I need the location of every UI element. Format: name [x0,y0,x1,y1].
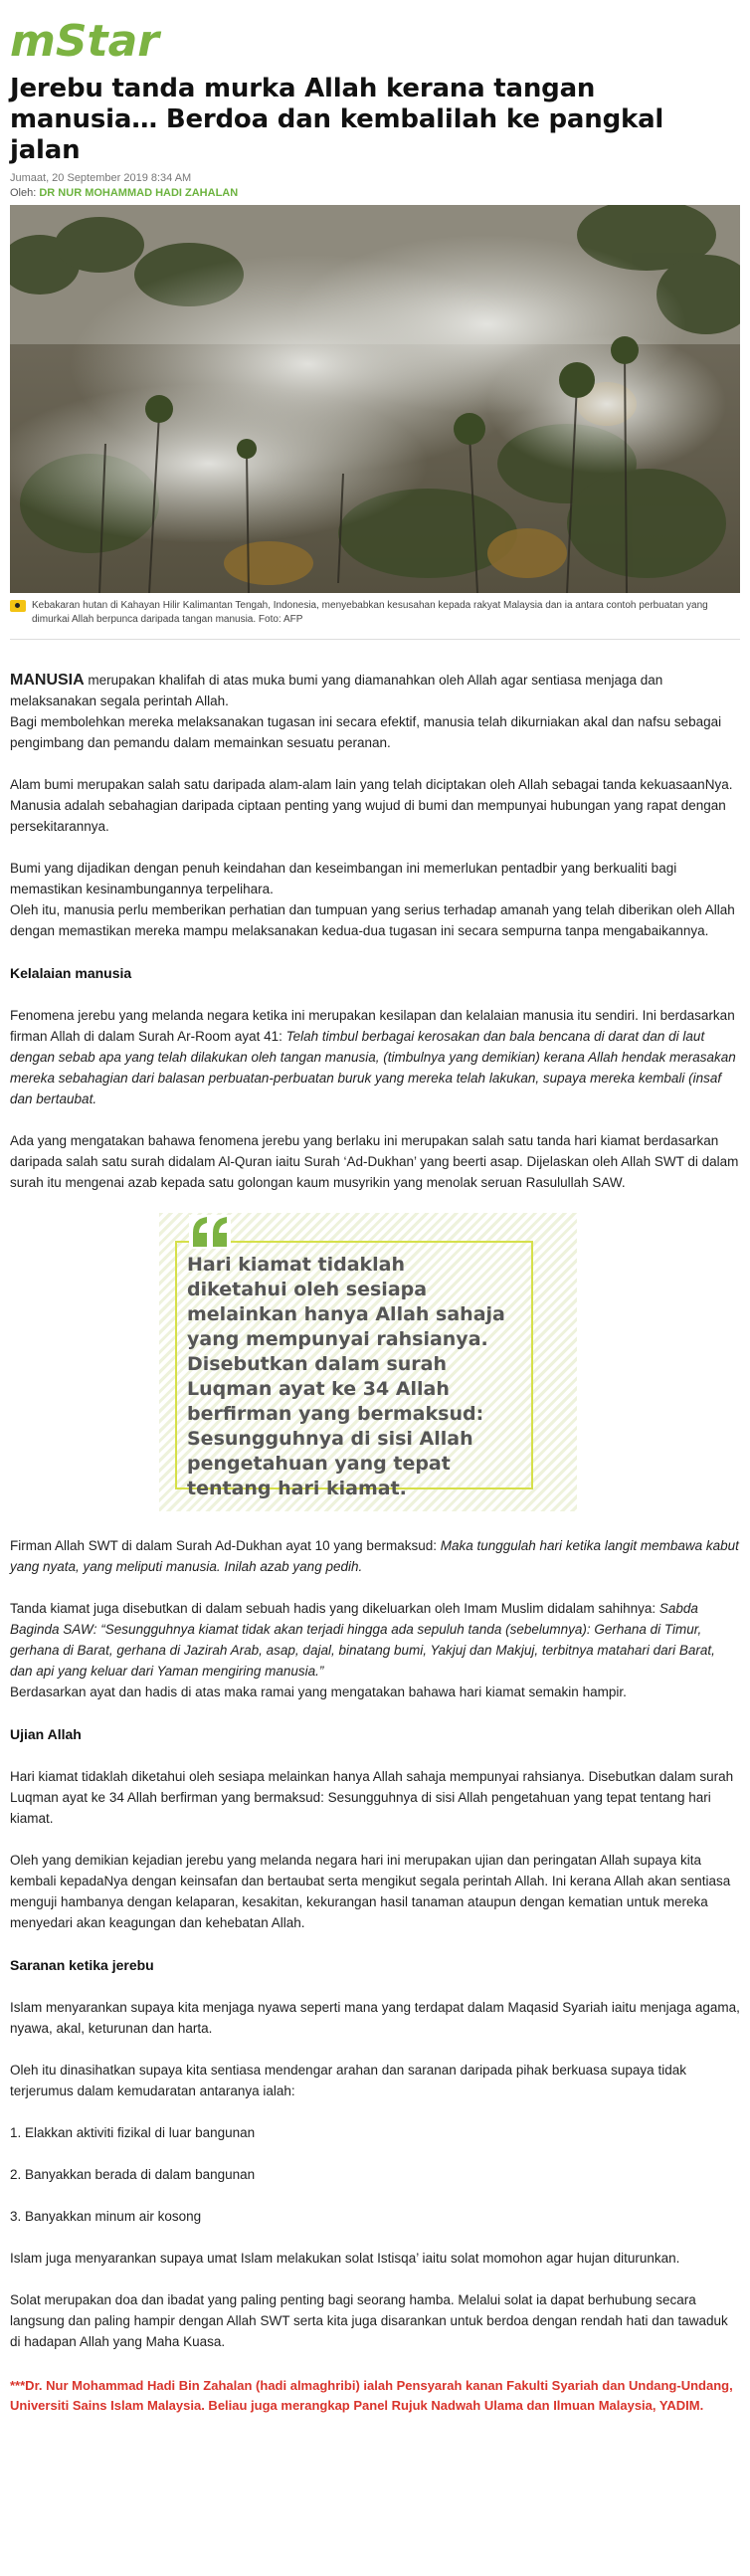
article-byline [10,187,740,199]
paragraph [10,670,740,711]
paragraph: Hari kiamat tidaklah diketahui oleh sesiapa melainkan hanya Allah sahaja mempunyai rahsianya. Disebutkan dalam surah Luqman ayat ke 34 Allah berfirman yang bermaksud: Sesungguhnya di sisi Allah pengetahuan yang tepat tentang hari kiamat. [10,1769,734,1826]
paragraph-text: Tanda kiamat juga disebutkan di dalam sebuah hadis yang dikeluarkan oleh Imam Muslim didalam sahihnya: [10,1601,659,1616]
paragraph [10,1535,740,1577]
hadith-quote: Sabda Baginda SAW: “Sesungguhnya kiamat tidak akan terjadi hingga ada sepuluh tanda (sebelumnya): Gerhana di Timur, gerhana di Barat, gerhana di Jazirah Arab, asap, dajal, binatang bumi, Yakjuj dan Makjuj, terbitnya matahari dari Barat, dan api yang keluar dari Yaman mengiring manusia.” [10,1601,715,1679]
article-title: Jerebu tanda murka Allah kerana tangan manusia… Berdoa dan kembalilah ke pangkal jalan [10,74,664,165]
pull-quote-text: Hari kiamat tidaklah diketahui oleh sesiapa melainkan hanya Allah sahaja yang mempunyai rahsianya. Disebutkan dalam surah Luqman ayat ke 34 Allah berfirman yang bermaksud: Sesungguhnya di sisi Allah pengetahuan yang tepat tentang hari kiamat. [187,1254,505,1499]
subheading-ujian: Ujian Allah [10,1726,82,1742]
article-date: Jumaat, 20 September 2019 8:34 AM [10,172,192,184]
paragraph [10,1005,740,1109]
paragraph-text: merupakan khalifah di atas muka bumi yang diamanahkan oleh Allah agar sentiasa menjaga dan melaksanakan segala perintah Allah. [10,673,663,708]
paragraph: Solat merupakan doa dan ibadat yang paling penting bagi seorang hamba. Melalui solat ia dapat berhubung secara langsung dan paling hampir dengan Allah SWT serta kita juga disarankan untuk berdoa dengan rendah hati dan tawaduk di hadapan Allah yang Maha Kuasa. [10,2292,728,2349]
camera-icon [10,600,26,612]
paragraph: Berdasarkan ayat dan hadis di atas maka ramai yang mengatakan bahawa hari kiamat semakin hampir. [10,1684,627,1699]
forest-fire-photo [10,205,740,593]
paragraph: Alam bumi merupakan salah satu daripada alam-alam lain yang telah diciptakan oleh Allah sebagai tanda kekuasaanNya. [10,777,733,792]
pull-quote [159,1213,577,1511]
list-item: 3. Banyakkan minum air kosong [10,2209,202,2224]
paragraph-text: Firman Allah SWT di dalam Surah Ad-Dukhan ayat 10 yang bermaksud: [10,1538,441,1553]
quran-quote: Maka tunggulah hari ketika langit membawa kabut yang nyata, yang meliputi manusia. Inilah azab yang pedih. [10,1538,739,1574]
list-item: 2. Banyakkan berada di dalam bangunan [10,2167,256,2182]
paragraph-text: Fenomena jerebu yang melanda negara ketika ini merupakan kesilapan dan kelalaian manusia itu sendiri. Ini berdasarkan firman Allah di dalam Surah Ar-Room ayat 41: [10,1008,735,1044]
list-item: 1. Elakkan aktiviti fizikal di luar bangunan [10,2125,256,2140]
paragraph: Bumi yang dijadikan dengan penuh keindahan dan keseimbangan ini memerlukan pentadbir yang berkualiti bagi memastikan kesinambungannya terpelihara. [10,861,677,896]
byline-prefix: Oleh: [10,187,37,199]
article-body [10,670,740,2456]
paragraph: Islam menyarankan supaya kita menjaga nyawa seperti mana yang terdapat dalam Maqasid Syariah iaitu menjaga agama, nyawa, akal, keturunan dan harta. [10,2000,740,2036]
image-caption [10,599,740,635]
quote-mark-icon [189,1215,231,1249]
caption-text: Kebakaran hutan di Kahayan Hilir Kalimantan Tengah, Indonesia, menyebabkan kesusahan kepada rakyat Malaysia dan ia antara contoh perbuatan yang dimurkai Allah berpunca daripada tangan manusia. Foto: AFP [32,600,708,625]
author-bio: ***Dr. Nur Mohammad Hadi Bin Zahalan (hadi almaghribi) ialah Pensyarah kanan Fakulti Syariah dan Undang-Undang, Universiti Sains Islam Malaysia. Beliau juga merangkap Panel Rujuk Nadwah Ulama dan Ilmuan Malaysia, YADIM. [10,2378,733,2413]
paragraph: Islam juga menyarankan supaya umat Islam melakukan solat Istisqa’ iaitu solat momohon agar hujan diturunkan. [10,2251,680,2266]
paragraph: Oleh itu, manusia perlu memberikan perhatian dan tumpuan yang serius terhadap amanah yang telah diberikan oleh Allah dengan memastikan mereka mampu melaksanakan kedua-dua tugasan ini secara sempurna tanpa mengabaikannya. [10,902,735,938]
logo-text: mStar [10,16,159,64]
paragraph: Manusia adalah sebahagian daripada ciptaan penting yang wujud di bumi dan mempunyai hubungan yang rapat dengan persekitarannya. [10,798,726,834]
author-link[interactable]: DR NUR MOHAMMAD HADI ZAHALAN [39,187,239,199]
subheading-saranan: Saranan ketika jerebu [10,1957,154,1973]
paragraph: Bagi membolehkan mereka melaksanakan tugasan ini secara efektif, manusia telah dikurniakan akal dan nafsu sebagai pengimbang dan pemandu dalam memainkan sesuatu peranan. [10,714,722,750]
paragraph: Ada yang mengatakan bahawa fenomena jerebu yang berlaku ini merupakan salah satu tanda hari kiamat berdasarkan daripada salah satu surah didalam Al-Quran iaitu Surah ‘Ad-Dukhan’ yang beerti asap. Dijelaskan oleh Allah SWT di dalam surah itu mengenai azab kepada satu golongan kaum musyrikin yang menolak seruan Rasulullah SAW. [10,1133,739,1190]
paragraph: Oleh itu dinasihatkan supaya kita sentiasa mendengar arahan dan saranan daripada pihak berkuasa supaya tidak terjerumus dalam kemudaratan antaranya ialah: [10,2063,686,2098]
subheading-kelalaian: Kelalaian manusia [10,965,132,981]
mstar-logo-icon [10,8,219,64]
hero-image [10,205,740,593]
paragraph: Oleh yang demikian kejadian jerebu yang melanda negara hari ini merupakan ujian dan peringatan Allah supaya kita kembali kepadaNya dengan keinsafan dan bertaubat serta mengikut segala perintah Allah. Ini kerana Allah akan sentiasa menguji hambanya dengan kelaparan, kesakitan, kekurangan hasil tanaman ataupun dengan kematian untuk mereka menyedari akan keagungan dan kehebatan Allah. [10,1853,731,1930]
quran-quote: Telah timbul berbagai kerosakan dan bala bencana di darat dan di laut dengan sebab apa yang telah dilakukan oleh tangan manusia, (timbulnya yang demikian) kerana Allah hendak merasakan mereka sebahagian dari balasan perbuatan-perbuatan buruk yang mereka telah lakukan, supaya mereka kembali (insaf dan bertaubat. [10,1029,736,1106]
lead-word: MANUSIA [10,672,85,689]
paragraph [10,1598,740,1682]
mstar-logo[interactable] [10,0,740,64]
divider [10,639,740,640]
